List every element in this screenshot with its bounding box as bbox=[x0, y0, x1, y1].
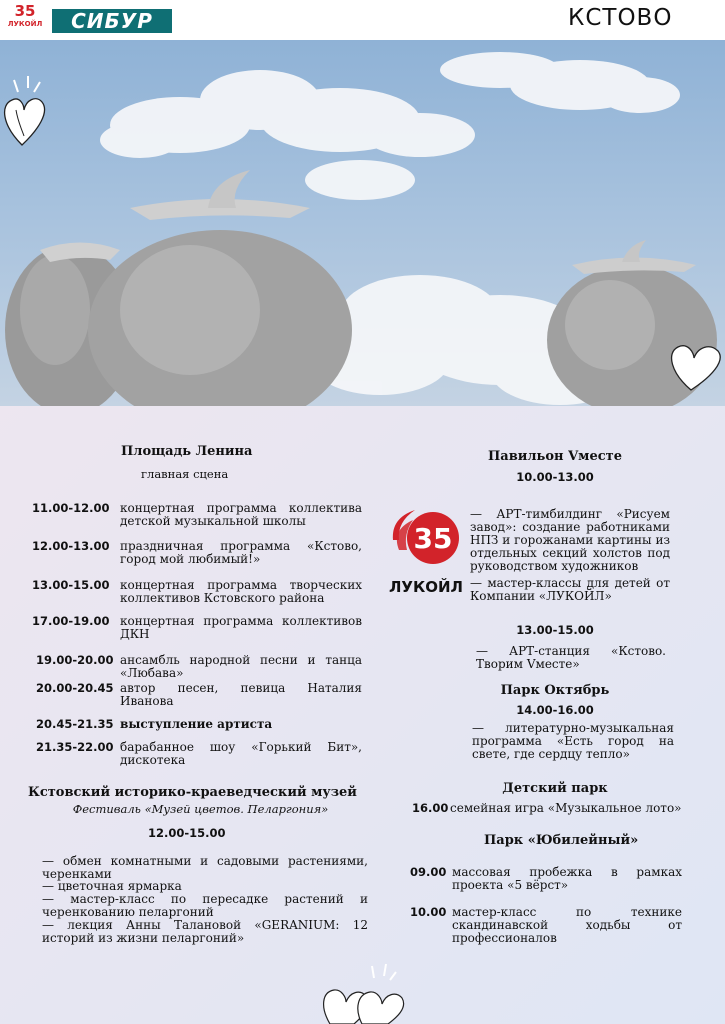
header-bar bbox=[0, 0, 725, 40]
event-desc: концертная программа творческих коллективов Кстовского района bbox=[120, 578, 362, 605]
event-time: 21.35-22.00 bbox=[36, 740, 114, 754]
schedule-row bbox=[36, 741, 362, 767]
schedule-row bbox=[410, 866, 682, 892]
heart-doodle-icon bbox=[2, 70, 52, 150]
event-desc: автор песен, певица Наталия Иванова bbox=[120, 681, 362, 708]
heart-doodle-icon-right bbox=[666, 325, 725, 395]
event-desc: барабанное шоу «Горький Бит», дискотека bbox=[120, 740, 362, 767]
event-time: 17.00-19.00 bbox=[32, 614, 110, 628]
schedule-row bbox=[410, 906, 682, 945]
museum-item: — цветочная ярмарка bbox=[42, 879, 182, 893]
schedule-row bbox=[32, 502, 362, 528]
oktyabr-time: 14.00-16.00 bbox=[516, 703, 594, 717]
event-time: 10.00 bbox=[410, 905, 447, 919]
event-time: 09.00 bbox=[410, 865, 447, 879]
schedule-row bbox=[36, 682, 362, 708]
schedule-row bbox=[32, 540, 362, 566]
pavilion-item: — АРТ-станция «Кстово. Творим Vместе» bbox=[476, 644, 666, 671]
event-time: 16.00 bbox=[412, 801, 449, 815]
lukoil-logo bbox=[4, 2, 46, 38]
schedule-row bbox=[32, 579, 362, 605]
lukoil-big-logo bbox=[385, 500, 467, 595]
yubileyny-title: Парк «Юбилейный» bbox=[484, 833, 639, 848]
event-time: 13.00-15.00 bbox=[32, 578, 110, 592]
oktyabr-item: — литературно-музыкальная программа «Есть город на свете, где сердцу тепло» bbox=[472, 721, 674, 761]
museum-item: — мастер-класс по пересадке растений и черенкованию пеларгоний bbox=[42, 892, 368, 919]
event-desc: массовая пробежка в рамках проекта «5 вёрст» bbox=[452, 865, 682, 892]
ploshchad-title: Площадь Ленина bbox=[121, 444, 253, 459]
museum-item: — обмен комнатными и садовыми растениями, черенками bbox=[42, 854, 368, 881]
event-time: 19.00-20.00 bbox=[36, 653, 114, 667]
sibur-logo: СИБУР bbox=[52, 9, 172, 33]
pavilion-item: — мастер-классы для детей от Компании «ЛУКОЙЛ» bbox=[470, 576, 670, 603]
ploshchad-lenina-header bbox=[36, 444, 366, 481]
pavilion-item: — АРТ-тимбилдинг «Рисуем завод»: создание работниками НПЗ и горожанами картины из отдельных секций холстов под руководством художников bbox=[470, 507, 670, 573]
pavilion-title: Павильон Vместе bbox=[488, 449, 622, 464]
event-desc: семейная игра «Музыкальное лото» bbox=[450, 801, 682, 815]
lukoil-big-number: 35 bbox=[413, 522, 453, 555]
lukoil-35-icon bbox=[385, 500, 467, 572]
lukoil-big-name: ЛУКОЙЛ bbox=[388, 578, 464, 596]
event-desc: концертная программа коллектива детской музыкальной школы bbox=[120, 501, 362, 528]
event-desc: выступление артиста bbox=[120, 717, 273, 731]
oktyabr-title: Парк Октябрь bbox=[500, 683, 610, 698]
event-time: 12.00-13.00 bbox=[32, 539, 110, 553]
ploshchad-subtitle: главная сцена bbox=[141, 467, 229, 481]
lukoil-number: 35 bbox=[14, 2, 36, 20]
schedule-row bbox=[36, 718, 362, 731]
event-time: 20.00-20.45 bbox=[36, 681, 114, 695]
event-desc: ансамбль народной песни и танца «Любава» bbox=[120, 653, 362, 680]
schedule-row bbox=[412, 802, 692, 815]
event-time: 11.00-12.00 bbox=[32, 501, 110, 515]
museum-time: 12.00-15.00 bbox=[148, 826, 226, 840]
event-desc: праздничная программа «Кстово, город мой любимый!» bbox=[120, 539, 362, 566]
detsky-title: Детский парк bbox=[502, 781, 608, 796]
kstovo-logo: КСТОВО bbox=[568, 5, 673, 31]
lukoil-name: ЛУКОЙЛ bbox=[7, 20, 43, 28]
pavilion-time1: 10.00-13.00 bbox=[516, 470, 594, 484]
museum-festival: Фестиваль «Музей цветов. Пеларгония» bbox=[72, 802, 329, 816]
museum-title: Кстовский историко-краеведческий музей bbox=[28, 785, 357, 800]
event-desc: мастер-класс по технике скандинавской ходьбы от профессионалов bbox=[452, 905, 682, 945]
event-time: 20.45-21.35 bbox=[36, 717, 114, 731]
museum-item: — лекция Анны Талановой «GERANIUM: 12 историй из жизни пеларгоний» bbox=[42, 918, 368, 945]
hero-illustration bbox=[0, 40, 725, 406]
event-desc: концертная программа коллективов ДКН bbox=[120, 614, 362, 641]
hero-photo bbox=[0, 40, 725, 406]
schedule-row bbox=[36, 654, 362, 680]
heart-doodle-icon-bottom bbox=[310, 962, 410, 1024]
pavilion-time2: 13.00-15.00 bbox=[516, 623, 594, 637]
schedule-row bbox=[32, 615, 362, 641]
